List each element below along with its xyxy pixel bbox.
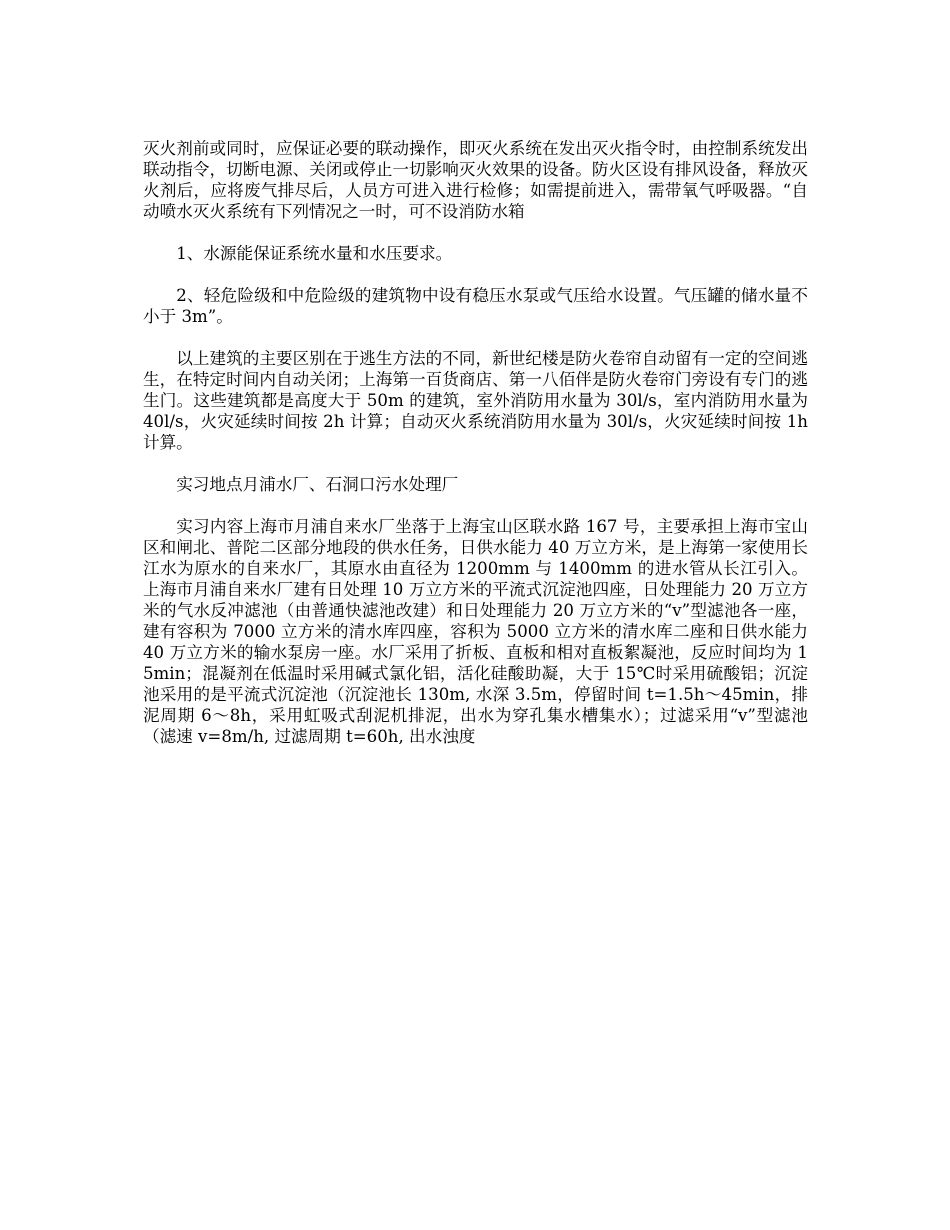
paragraph-item-2: 2、轻危险级和中危险级的建筑物中设有稳压水泵或气压给水设置。气压罐的储水量不小于 3m”。 <box>143 286 808 326</box>
paragraph-internship-content: 实习内容上海市月浦自来水厂坐落于上海宝山区联水路 167 号，主要承担上海市宝山区和闸北、普陀二区部分地段的供水任务，日供水能力 40 万立方米，是上海第一家使用长江水为原水的自来水厂，其原水由直径为 1200mm 与 1400mm 的进水管从长江引入。上海市月浦自来水厂建有日处理 10 万立方米的平流式沉淀池四座，日处理能力 20 万立方米的气水反冲滤池（由普通快滤池改建）和日处理能力 20 万立方米的“v”型滤池各一座，建有容积为 7000 立方米的清水库四座，容积为 5000 立方米的清水库二座和日供水能力 40 万立方米的输水泵房一座。水厂采用了折板、直板和相对直板絮凝池，反应时间均为 15min；混凝剂在低温时采用碱式氯化铝，活化硅酸助凝，大于 15℃时采用硫酸铝；沉淀池采用的是平流式沉淀池（沉淀池长 130m, 水深 3.5m，停留时间 t=1.5h～45min，排泥周期 6～8h，采用虹吸式刮泥机排泥，出水为穿孔集水槽集水）；过滤采用“v”型滤池（滤速 v=8m/h, 过滤周期 t=60h, 出水浊度 <box>143 517 808 746</box>
paragraph-item-1: 1、水源能保证系统水量和水压要求。 <box>176 244 453 263</box>
paragraph-building-comparison: 以上建筑的主要区别在于逃生方法的不同，新世纪楼是防火卷帘自动留有一定的空间逃生，在特定时间内自动关闭；上海第一百货商店、第一八佰伴是防火卷帘门旁设有专门的逃生门。这些建筑都是高度大于 50m 的建筑，室外消防用水量为 30l/s，室内消防用水量为 40l/s，火灾延续时间按 2h 计算；自动灭火系统消防用水量为 30l/s，火灾延续时间按 1h 计算。 <box>143 349 808 452</box>
paragraph-internship-location: 实习地点月浦水厂、石洞口污水处理厂 <box>176 475 459 494</box>
document-page <box>143 138 808 768</box>
paragraph-fire-linkage: 灭火剂前或同时，应保证必要的联动操作，即灭火系统在发出灭火指令时，由控制系统发出联动指令，切断电源、关闭或停止一切影响灭火效果的设备。防火区设有排风设备，释放灭火剂后，应将废气排尽后，人员方可进入进行检修；如需提前进入，需带氧气呼吸器。“自动喷水灭火系统有下列情况之一时，可不设消防水箱 <box>143 139 808 221</box>
